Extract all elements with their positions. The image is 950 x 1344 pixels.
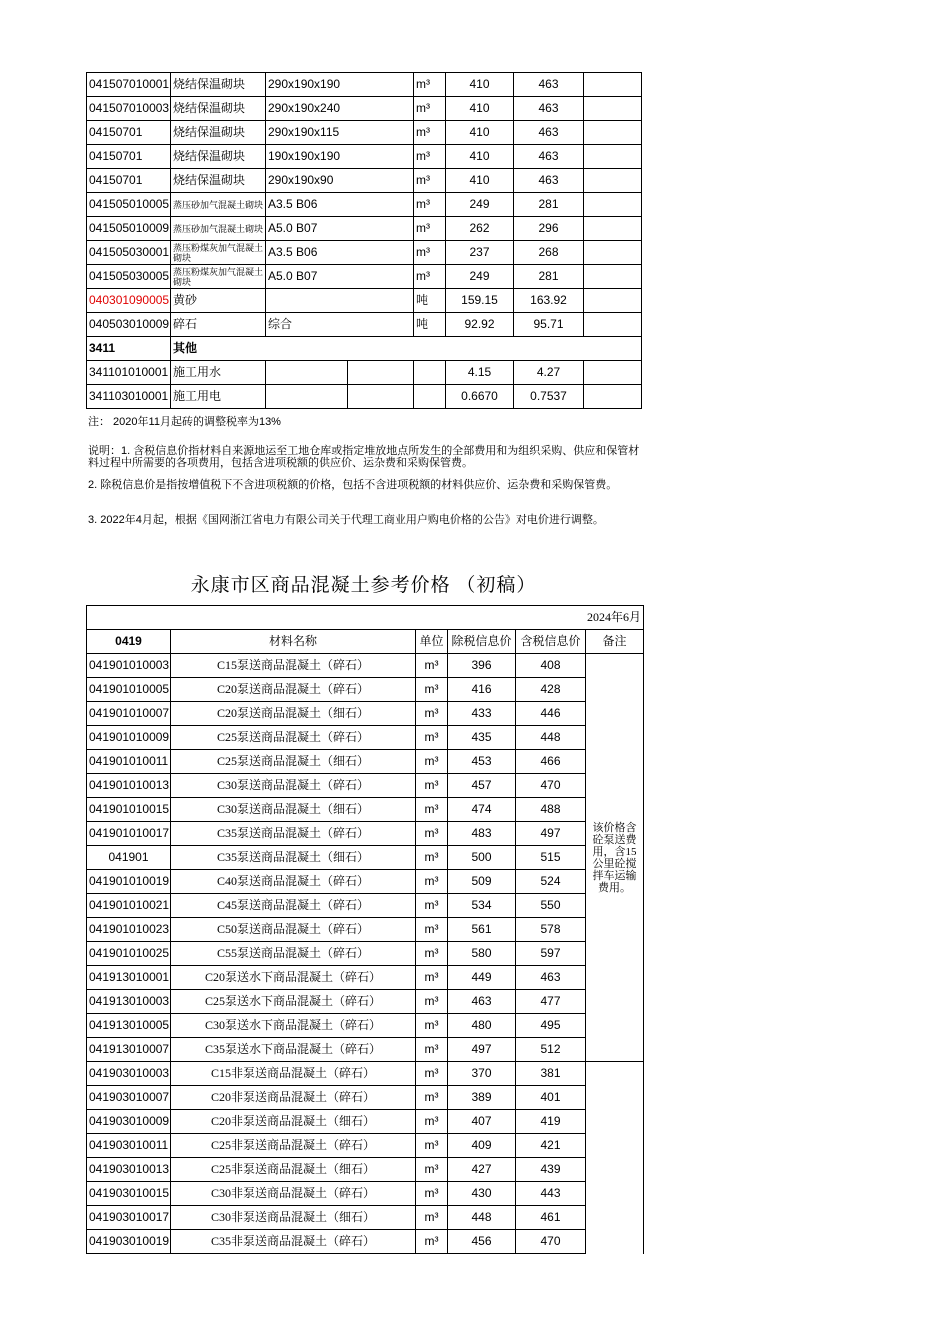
price-inc-tax: 470 — [516, 1230, 586, 1254]
concrete-unit: m³ — [416, 678, 448, 702]
header-row — [87, 630, 644, 654]
concrete-name: C45泵送商品混凝土（碎石） — [171, 894, 416, 918]
material-spec — [266, 385, 348, 409]
concrete-row — [87, 702, 644, 726]
price-ex-tax: 433 — [448, 702, 516, 726]
concrete-unit: m³ — [416, 894, 448, 918]
concrete-code: 041903010003 — [87, 1062, 171, 1086]
concrete-row — [87, 1206, 644, 1230]
concrete-name: C25泵送商品混凝土（碎石） — [171, 726, 416, 750]
price-inc-tax: 512 — [516, 1038, 586, 1062]
concrete-row — [87, 1230, 644, 1254]
price-ex-tax: 237 — [446, 241, 514, 265]
remark-cell — [584, 289, 642, 313]
material-row — [87, 313, 642, 337]
price-ex-tax: 410 — [446, 145, 514, 169]
material-unit: m³ — [414, 145, 446, 169]
price-inc-tax: 0.7537 — [514, 385, 584, 409]
remark-cell — [584, 97, 642, 121]
price-ex-tax: 435 — [448, 726, 516, 750]
material-name: 烧结保温砌块 — [171, 145, 266, 169]
material-spec — [266, 361, 348, 385]
price-ex-tax: 430 — [448, 1182, 516, 1206]
price-inc-tax: 95.71 — [514, 313, 584, 337]
concrete-code: 041913010007 — [87, 1038, 171, 1062]
price-ex-tax: 453 — [448, 750, 516, 774]
concrete-name: C30泵送水下商品混凝土（碎石） — [171, 1014, 416, 1038]
material-spec: A5.0 B07 — [266, 217, 414, 241]
remark-cell — [584, 145, 642, 169]
material-spec: A5.0 B07 — [266, 265, 414, 289]
material-unit: m³ — [414, 97, 446, 121]
material-code: 041505010005 — [87, 193, 171, 217]
group-row — [87, 337, 642, 361]
concrete-name: C35泵送商品混凝土（碎石） — [171, 822, 416, 846]
price-inc-tax: 463 — [514, 145, 584, 169]
price-ex-tax: 410 — [446, 121, 514, 145]
date-row — [87, 606, 644, 630]
price-ex-tax: 474 — [448, 798, 516, 822]
concrete-unit: m³ — [416, 918, 448, 942]
price-inc-tax: 578 — [516, 918, 586, 942]
price-ex-tax: 262 — [446, 217, 514, 241]
price-inc-tax: 439 — [516, 1158, 586, 1182]
price-ex-tax: 249 — [446, 193, 514, 217]
concrete-row — [87, 990, 644, 1014]
price-ex-tax: 92.92 — [446, 313, 514, 337]
concrete-row — [87, 798, 644, 822]
price-ex-tax: 480 — [448, 1014, 516, 1038]
price-inc-tax: 401 — [516, 1086, 586, 1110]
header-remark: 备注 — [586, 630, 644, 654]
concrete-unit: m³ — [416, 1230, 448, 1254]
price-ex-tax: 389 — [448, 1086, 516, 1110]
concrete-code: 041903010011 — [87, 1134, 171, 1158]
concrete-unit: m³ — [416, 870, 448, 894]
concrete-unit: m³ — [416, 774, 448, 798]
price-ex-tax: 410 — [446, 97, 514, 121]
price-inc-tax: 281 — [514, 265, 584, 289]
remark-cell — [584, 361, 642, 385]
material-spec: 190x190x190 — [266, 145, 414, 169]
concrete-row — [87, 870, 644, 894]
price-ex-tax: 449 — [448, 966, 516, 990]
price-ex-tax: 410 — [446, 73, 514, 97]
concrete-code: 041903010015 — [87, 1182, 171, 1206]
price-ex-tax: 463 — [448, 990, 516, 1014]
price-ex-tax: 457 — [448, 774, 516, 798]
price-ex-tax: 497 — [448, 1038, 516, 1062]
material-name: 蒸压粉煤灰加气混凝土砌块 — [171, 241, 266, 265]
header-code: 0419 — [87, 630, 171, 654]
price-inc-tax: 515 — [516, 846, 586, 870]
concrete-row — [87, 1182, 644, 1206]
material-code: 041507010001 — [87, 73, 171, 97]
concrete-code: 041901010019 — [87, 870, 171, 894]
concrete-name: C25非泵送商品混凝土（细石） — [171, 1158, 416, 1182]
concrete-row — [87, 774, 644, 798]
concrete-row — [87, 1134, 644, 1158]
price-ex-tax: 249 — [446, 265, 514, 289]
remark-cell — [584, 121, 642, 145]
concrete-row — [87, 678, 644, 702]
concrete-name: C25泵送水下商品混凝土（碎石） — [171, 990, 416, 1014]
concrete-code: 041903010017 — [87, 1206, 171, 1230]
material-unit: 吨 — [414, 313, 446, 337]
concrete-row — [87, 894, 644, 918]
remark-cell — [586, 1062, 644, 1254]
material-row — [87, 73, 642, 97]
price-inc-tax: 495 — [516, 1014, 586, 1038]
price-ex-tax: 534 — [448, 894, 516, 918]
material-code: 341103010001 — [87, 385, 171, 409]
material-row — [87, 289, 642, 313]
concrete-row — [87, 1038, 644, 1062]
material-spec: 290x190x115 — [266, 121, 414, 145]
header-inc-tax: 含税信息价 — [516, 630, 586, 654]
price-inc-tax: 466 — [516, 750, 586, 774]
material-row — [87, 169, 642, 193]
material-code: 040503010009 — [87, 313, 171, 337]
material-name: 烧结保温砌块 — [171, 97, 266, 121]
concrete-name: C20泵送商品混凝土（细石） — [171, 702, 416, 726]
concrete-name: C35非泵送商品混凝土（碎石） — [171, 1230, 416, 1254]
concrete-name: C30非泵送商品混凝土（碎石） — [171, 1182, 416, 1206]
material-code: 041507010003 — [87, 97, 171, 121]
price-inc-tax: 381 — [516, 1062, 586, 1086]
concrete-code: 041901010023 — [87, 918, 171, 942]
material-spec — [266, 289, 414, 313]
concrete-row — [87, 1158, 644, 1182]
material-unit: m³ — [414, 265, 446, 289]
concrete-code: 041913010005 — [87, 1014, 171, 1038]
explanation-3: 3. 2022年4月起，根据《国网浙江省电力有限公司关于代理工商业用户购电价格的公告》对电价进行调整。 — [88, 514, 604, 526]
price-inc-tax: 497 — [516, 822, 586, 846]
material-code: 040301090005 — [87, 289, 171, 313]
concrete-row — [87, 726, 644, 750]
concrete-row — [87, 966, 644, 990]
concrete-code: 041901010013 — [87, 774, 171, 798]
remark-cell — [584, 313, 642, 337]
concrete-name: C30非泵送商品混凝土（细石） — [171, 1206, 416, 1230]
concrete-row — [87, 1062, 644, 1086]
concrete-unit: m³ — [416, 726, 448, 750]
header-unit: 单位 — [416, 630, 448, 654]
material-row — [87, 97, 642, 121]
material-row — [87, 241, 642, 265]
material-code: 341101010001 — [87, 361, 171, 385]
concrete-name: C20泵送水下商品混凝土（碎石） — [171, 966, 416, 990]
concrete-code: 041913010001 — [87, 966, 171, 990]
price-ex-tax: 580 — [448, 942, 516, 966]
price-ex-tax: 561 — [448, 918, 516, 942]
material-name: 黄砂 — [171, 289, 266, 313]
price-ex-tax: 159.15 — [446, 289, 514, 313]
concrete-code: 041901010021 — [87, 894, 171, 918]
material-spec: 290x190x90 — [266, 169, 414, 193]
concrete-row — [87, 1110, 644, 1134]
material-unit: m³ — [414, 241, 446, 265]
material-code: 041505010009 — [87, 217, 171, 241]
materials-table-body — [87, 73, 642, 409]
price-ex-tax: 509 — [448, 870, 516, 894]
pumping-remark: 该价格含砼泵送费用，含15公里砼搅拌车运输费用。 — [586, 654, 644, 1062]
concrete-name: C20泵送商品混凝土（碎石） — [171, 678, 416, 702]
concrete-table-body — [87, 606, 644, 1254]
material-name: 施工用水 — [171, 361, 266, 385]
price-ex-tax: 483 — [448, 822, 516, 846]
price-inc-tax: 597 — [516, 942, 586, 966]
material-code: 04150701 — [87, 145, 171, 169]
explanation-2: 2. 除税信息价是指按增值税下不含进项税额的价格，包括不含进项税额的材料供应价、运杂费和采购保管费。 — [88, 479, 618, 491]
concrete-row — [87, 750, 644, 774]
price-ex-tax: 396 — [448, 654, 516, 678]
concrete-unit: m³ — [416, 1134, 448, 1158]
material-spec: A3.5 B06 — [266, 193, 414, 217]
price-ex-tax: 0.6670 — [446, 385, 514, 409]
remark-cell — [584, 73, 642, 97]
header-ex-tax: 除税信息价 — [448, 630, 516, 654]
concrete-name: C50泵送商品混凝土（碎石） — [171, 918, 416, 942]
price-ex-tax: 370 — [448, 1062, 516, 1086]
price-inc-tax: 419 — [516, 1110, 586, 1134]
concrete-row — [87, 654, 644, 678]
material-row — [87, 145, 642, 169]
concrete-name: C20非泵送商品混凝土（细石） — [171, 1110, 416, 1134]
concrete-unit: m³ — [416, 1110, 448, 1134]
concrete-code: 041901010003 — [87, 654, 171, 678]
price-inc-tax: 296 — [514, 217, 584, 241]
concrete-name: C40泵送商品混凝土（碎石） — [171, 870, 416, 894]
materials-table — [86, 72, 642, 409]
empty-cell — [348, 361, 414, 385]
concrete-unit: m³ — [416, 966, 448, 990]
concrete-name: C30泵送商品混凝土（细石） — [171, 798, 416, 822]
concrete-unit: m³ — [416, 750, 448, 774]
concrete-name: C25非泵送商品混凝土（碎石） — [171, 1134, 416, 1158]
price-ex-tax: 4.15 — [446, 361, 514, 385]
concrete-code: 041903010019 — [87, 1230, 171, 1254]
price-inc-tax: 4.27 — [514, 361, 584, 385]
concrete-name: C15泵送商品混凝土（碎石） — [171, 654, 416, 678]
concrete-name: C25泵送商品混凝土（细石） — [171, 750, 416, 774]
remark-cell — [584, 193, 642, 217]
concrete-name: C35泵送商品混凝土（细石） — [171, 846, 416, 870]
concrete-name: C55泵送商品混凝土（碎石） — [171, 942, 416, 966]
concrete-unit: m³ — [416, 702, 448, 726]
material-code: 04150701 — [87, 169, 171, 193]
price-inc-tax: 268 — [514, 241, 584, 265]
concrete-unit: m³ — [416, 654, 448, 678]
material-spec: 290x190x190 — [266, 73, 414, 97]
concrete-name: C20非泵送商品混凝土（碎石） — [171, 1086, 416, 1110]
concrete-unit: m³ — [416, 1158, 448, 1182]
material-unit: m³ — [414, 121, 446, 145]
concrete-row — [87, 1014, 644, 1038]
concrete-unit: m³ — [416, 942, 448, 966]
material-unit: m³ — [414, 193, 446, 217]
price-inc-tax: 477 — [516, 990, 586, 1014]
concrete-code: 041901010015 — [87, 798, 171, 822]
concrete-code: 041901010017 — [87, 822, 171, 846]
price-ex-tax: 427 — [448, 1158, 516, 1182]
material-name: 碎石 — [171, 313, 266, 337]
material-spec: 290x190x240 — [266, 97, 414, 121]
material-code: 04150701 — [87, 121, 171, 145]
concrete-unit: m³ — [416, 846, 448, 870]
material-name: 蒸压粉煤灰加气混凝土砌块 — [171, 265, 266, 289]
material-spec: 综合 — [266, 313, 414, 337]
concrete-row — [87, 1086, 644, 1110]
price-ex-tax: 410 — [446, 169, 514, 193]
price-inc-tax: 550 — [516, 894, 586, 918]
material-name: 施工用电 — [171, 385, 266, 409]
material-name: 蒸压砂加气混凝土砌块 — [171, 193, 266, 217]
concrete-code: 041903010007 — [87, 1086, 171, 1110]
concrete-price-title: 永康市区商品混凝土参考价格 （初稿） — [190, 575, 537, 596]
concrete-unit: m³ — [416, 822, 448, 846]
material-row — [87, 193, 642, 217]
concrete-code: 041901010005 — [87, 678, 171, 702]
price-inc-tax: 470 — [516, 774, 586, 798]
price-inc-tax: 488 — [516, 798, 586, 822]
concrete-unit: m³ — [416, 798, 448, 822]
price-inc-tax: 461 — [516, 1206, 586, 1230]
material-row — [87, 121, 642, 145]
price-ex-tax: 407 — [448, 1110, 516, 1134]
concrete-unit: m³ — [416, 1182, 448, 1206]
concrete-row — [87, 822, 644, 846]
material-unit — [414, 385, 446, 409]
remark-cell — [584, 385, 642, 409]
concrete-unit: m³ — [416, 1014, 448, 1038]
remark-cell — [584, 217, 642, 241]
concrete-code: 041903010013 — [87, 1158, 171, 1182]
remark-cell — [584, 241, 642, 265]
material-unit: m³ — [414, 169, 446, 193]
concrete-row — [87, 918, 644, 942]
price-inc-tax: 463 — [516, 966, 586, 990]
concrete-table — [86, 605, 644, 1254]
concrete-code: 041901010025 — [87, 942, 171, 966]
concrete-code: 041901 — [87, 846, 171, 870]
material-row — [87, 217, 642, 241]
price-ex-tax: 448 — [448, 1206, 516, 1230]
concrete-unit: m³ — [416, 1206, 448, 1230]
concrete-name: C15非泵送商品混凝土（碎石） — [171, 1062, 416, 1086]
material-row — [87, 361, 642, 385]
material-row — [87, 385, 642, 409]
material-name: 烧结保温砌块 — [171, 169, 266, 193]
price-ex-tax: 500 — [448, 846, 516, 870]
price-inc-tax: 421 — [516, 1134, 586, 1158]
empty-cell — [348, 385, 414, 409]
price-ex-tax: 409 — [448, 1134, 516, 1158]
material-code: 041505030005 — [87, 265, 171, 289]
price-inc-tax: 463 — [514, 97, 584, 121]
concrete-unit: m³ — [416, 1086, 448, 1110]
concrete-code: 041901010011 — [87, 750, 171, 774]
price-inc-tax: 463 — [514, 73, 584, 97]
material-unit: m³ — [414, 217, 446, 241]
price-inc-tax: 163.92 — [514, 289, 584, 313]
remark-cell — [584, 169, 642, 193]
concrete-row — [87, 942, 644, 966]
material-name: 烧结保温砌块 — [171, 73, 266, 97]
price-inc-tax: 524 — [516, 870, 586, 894]
price-inc-tax: 448 — [516, 726, 586, 750]
material-unit: 吨 — [414, 289, 446, 313]
price-inc-tax: 446 — [516, 702, 586, 726]
material-row — [87, 265, 642, 289]
price-inc-tax: 443 — [516, 1182, 586, 1206]
tax-note: 注： 2020年11月起砖的调整税率为13% — [88, 416, 281, 428]
concrete-unit: m³ — [416, 990, 448, 1014]
material-name: 蒸压砂加气混凝土砌块 — [171, 217, 266, 241]
concrete-unit: m³ — [416, 1038, 448, 1062]
price-inc-tax: 281 — [514, 193, 584, 217]
price-inc-tax: 408 — [516, 654, 586, 678]
concrete-name: C35泵送水下商品混凝土（碎石） — [171, 1038, 416, 1062]
concrete-code: 041901010009 — [87, 726, 171, 750]
explanation-1: 说明：1. 含税信息价指材料自来源地运至工地仓库或指定堆放地点所发生的全部费用和为组织采购、供应和保管材料过程中所需要的各项费用，包括含进项税额的供应价、运杂费和采购保管费。 — [88, 445, 640, 469]
concrete-code: 041901010007 — [87, 702, 171, 726]
concrete-unit: m³ — [416, 1062, 448, 1086]
concrete-code: 041913010003 — [87, 990, 171, 1014]
material-unit: m³ — [414, 73, 446, 97]
concrete-code: 041903010009 — [87, 1110, 171, 1134]
price-inc-tax: 463 — [514, 169, 584, 193]
material-spec: A3.5 B06 — [266, 241, 414, 265]
concrete-name: C30泵送商品混凝土（碎石） — [171, 774, 416, 798]
material-name: 烧结保温砌块 — [171, 121, 266, 145]
header-name: 材料名称 — [171, 630, 416, 654]
date-cell: 2024年6月 — [87, 606, 644, 630]
price-ex-tax: 456 — [448, 1230, 516, 1254]
concrete-row — [87, 846, 644, 870]
price-inc-tax: 428 — [516, 678, 586, 702]
group-name: 其他 — [171, 337, 642, 361]
remark-cell — [584, 265, 642, 289]
price-inc-tax: 463 — [514, 121, 584, 145]
material-unit — [414, 361, 446, 385]
material-code: 041505030001 — [87, 241, 171, 265]
group-code: 3411 — [87, 337, 171, 361]
price-ex-tax: 416 — [448, 678, 516, 702]
